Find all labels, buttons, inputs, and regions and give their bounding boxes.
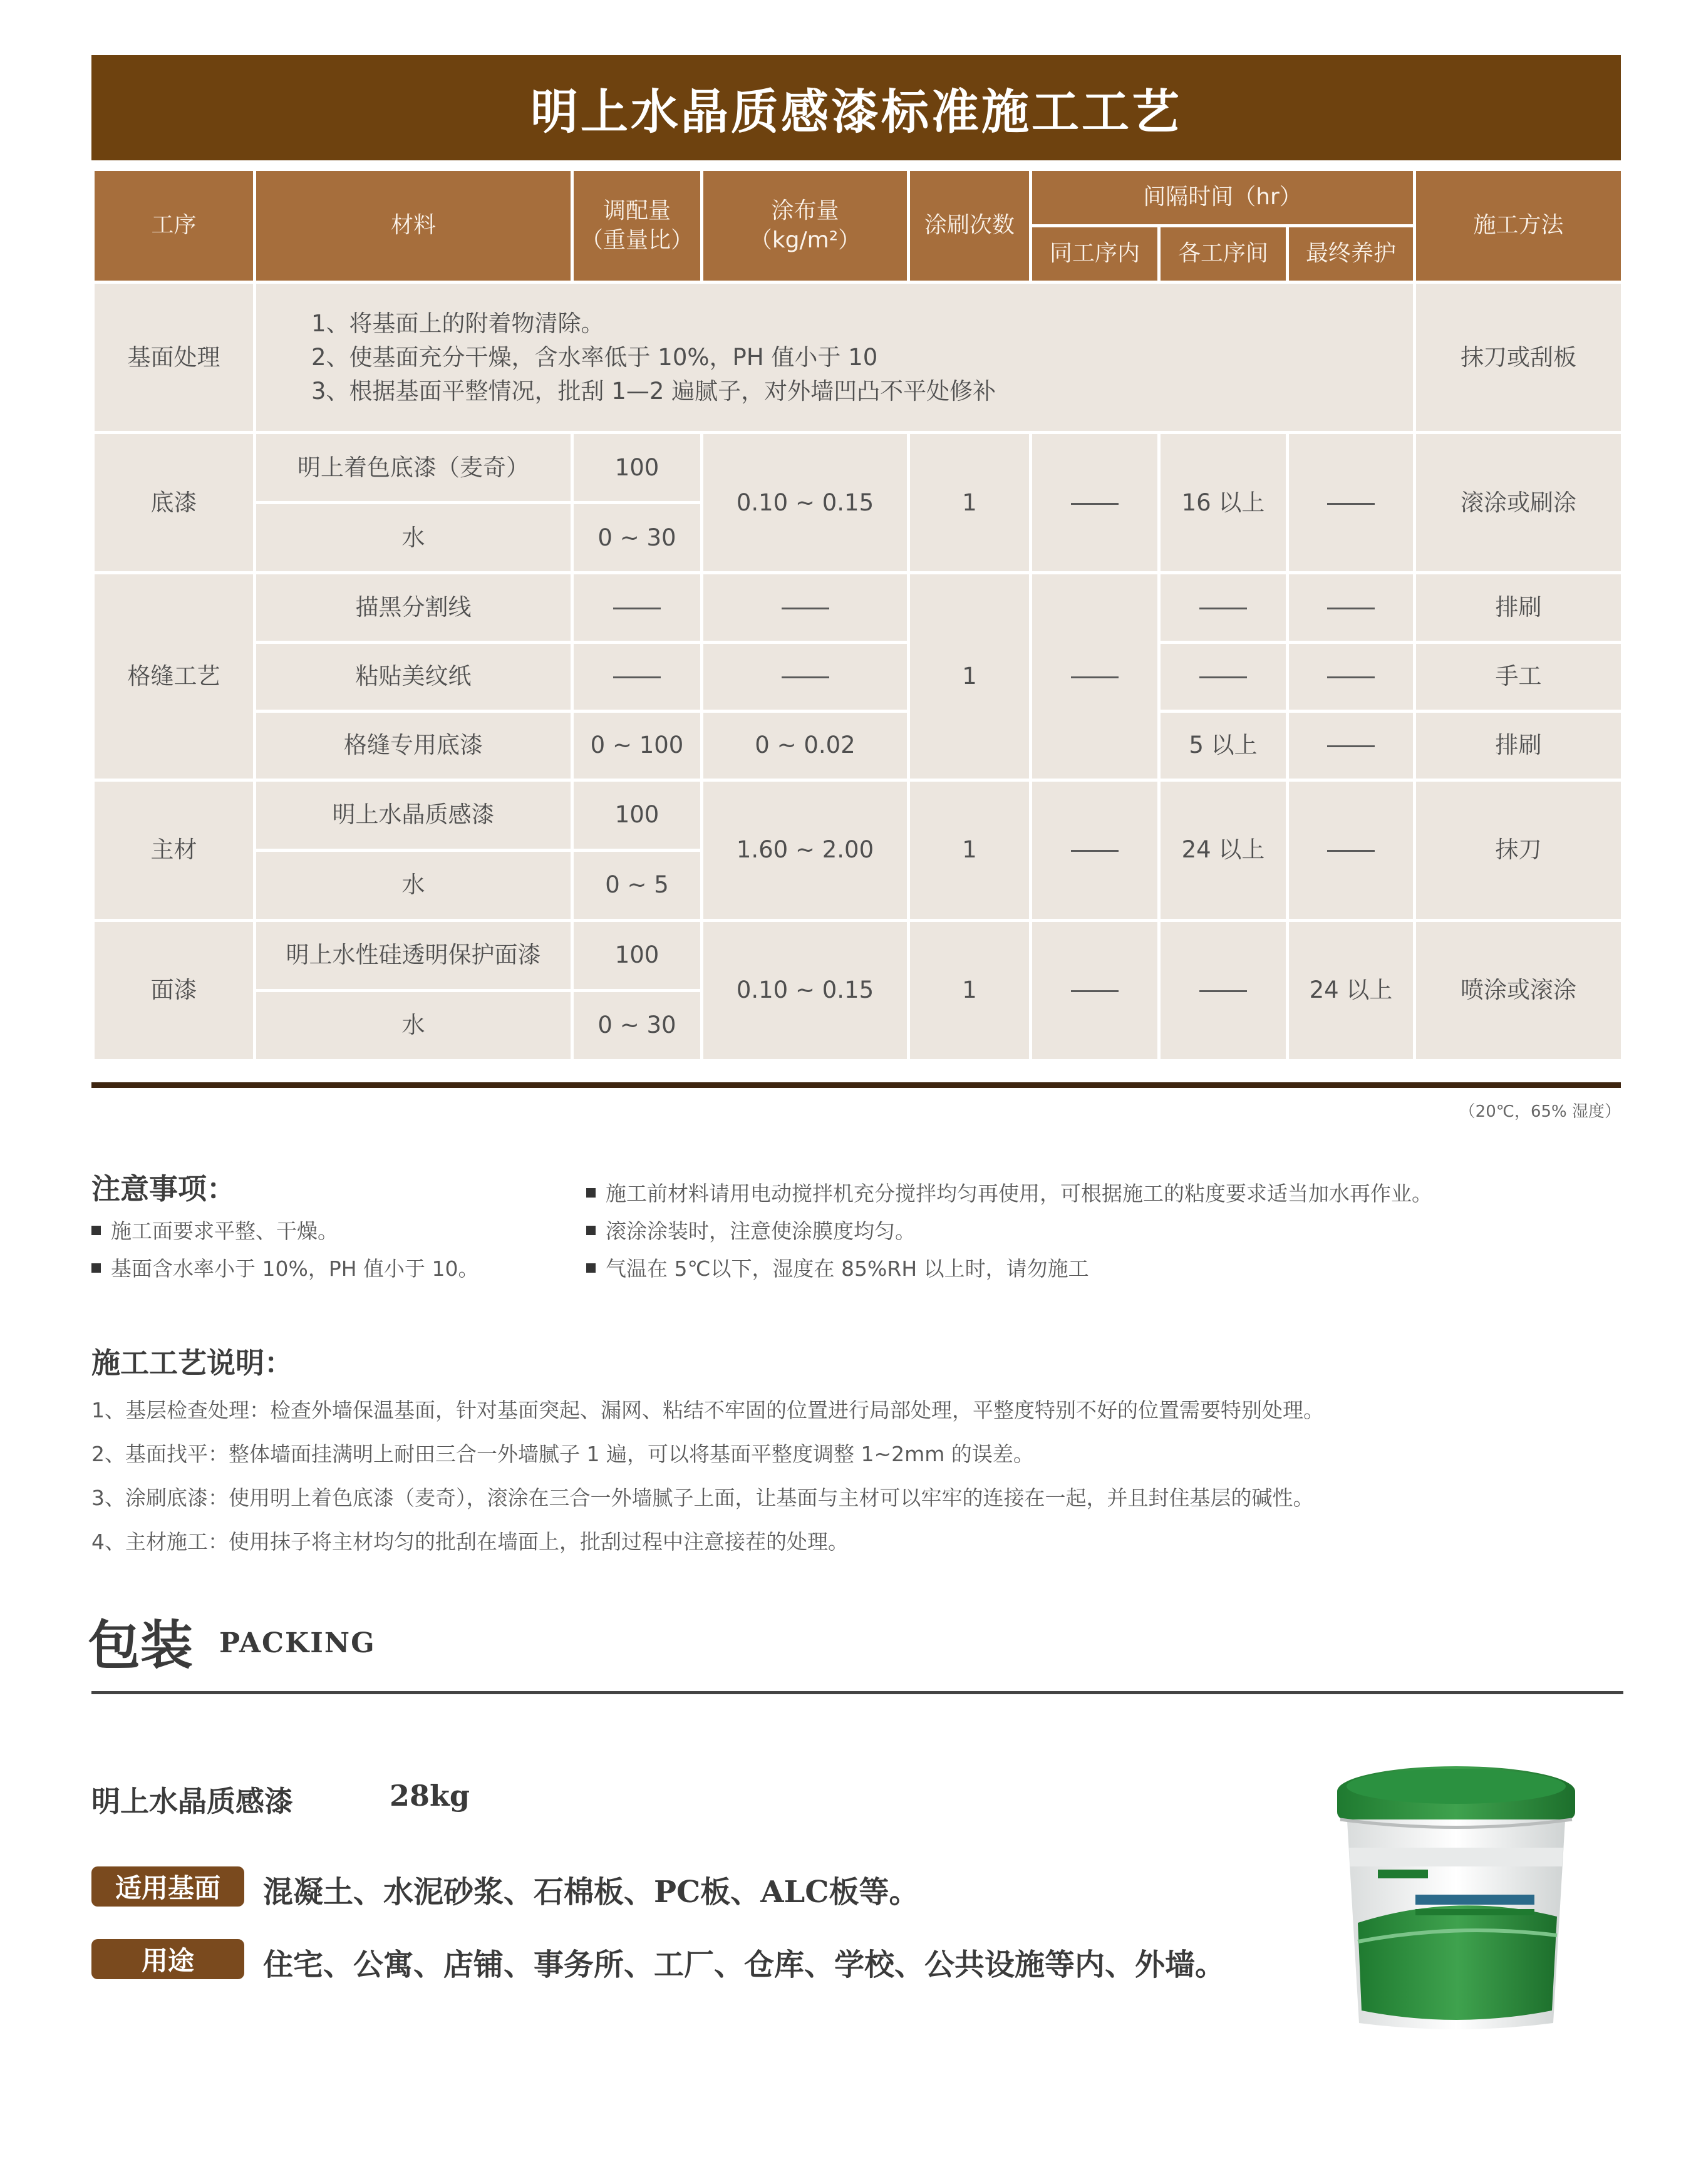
process-item: 1、基层检查处理：检查外墙保温基面，针对基面突起、漏网、粘结不牢固的位置进行局部处理，平整度特别不好的位置需要特别处理。 xyxy=(91,1398,1324,1422)
process-item: 4、主材施工：使用抹子将主材均匀的批刮在墙面上，批刮过程中注意接茬的处理。 xyxy=(91,1529,849,1554)
process-topcoat: 面漆 xyxy=(93,920,255,1060)
process-substrate: 基面处理 xyxy=(93,282,255,433)
coverage-seam-line xyxy=(702,573,909,642)
ratio-main-water: 0 ~ 5 xyxy=(572,850,702,920)
interval-between-seam-primer: 5 以上 xyxy=(1159,711,1288,780)
header-interval-same: 同工序内 xyxy=(1031,226,1159,282)
coats-topcoat: 1 xyxy=(909,920,1031,1060)
use-tag: 用途 xyxy=(91,1939,244,1979)
interval-same-seam xyxy=(1031,573,1159,780)
interval-between-topcoat xyxy=(1159,920,1288,1060)
material-seam-tape: 粘贴美纹纸 xyxy=(255,642,572,711)
packing-subtitle: PACKING xyxy=(219,1627,376,1659)
table-row xyxy=(93,433,1623,503)
substrate-steps: 1、将基面上的附着物清除。 2、使基面充分干燥，含水率低于 10%，PH 值小于 10 3、根据基面平整情况，批刮 1—2 遍腻子，对外墙凹凸不平处修补 xyxy=(255,282,1415,433)
bullet-square-icon xyxy=(91,1263,101,1273)
ratio-primer: 100 xyxy=(572,433,702,503)
interval-final-seam-line xyxy=(1288,573,1415,642)
ratio-seam-line xyxy=(572,573,702,642)
bullet-square-icon xyxy=(586,1188,596,1198)
interval-final-seam-tape xyxy=(1288,642,1415,711)
interval-between-main: 24 以上 xyxy=(1159,780,1288,920)
notes-title: 注意事项： xyxy=(91,1172,235,1206)
interval-same-topcoat xyxy=(1031,920,1159,1060)
material-topcoat-water: 水 xyxy=(255,990,572,1060)
ratio-water: 0 ~ 30 xyxy=(572,503,702,573)
packing-title: 包装 xyxy=(88,1614,194,1676)
coverage-primer: 0.10 ~ 0.15 xyxy=(702,433,909,573)
bullet-square-icon xyxy=(586,1226,596,1235)
note-item: 施工前材料请用电动搅拌机充分搅拌均匀再使用，可根据施工的粘度要求适当加水再作业。 xyxy=(586,1177,1432,1207)
material-seam-line: 描黑分割线 xyxy=(255,573,572,642)
use-text: 住宅、公寓、店铺、事务所、工厂、仓库、学校、公共设施等内、外墙。 xyxy=(263,1947,1226,1982)
environment-note: （20℃，65% 湿度） xyxy=(1459,1102,1621,1121)
note-item: 基面含水率小于 10%，PH 值小于 10。 xyxy=(91,1253,479,1282)
interval-same-primer xyxy=(1031,433,1159,573)
table-row xyxy=(93,282,1623,433)
material-seam-primer: 格缝专用底漆 xyxy=(255,711,572,780)
header-interval-final: 最终养护 xyxy=(1288,226,1415,282)
material-primer: 明上着色底漆（麦奇） xyxy=(255,433,572,503)
packing-rule xyxy=(91,1691,1623,1694)
table-row xyxy=(93,920,1623,990)
method-primer: 滚涂或刷涂 xyxy=(1415,433,1623,573)
construction-spec-table xyxy=(91,168,1624,1062)
method-seam-tape: 手工 xyxy=(1415,642,1623,711)
ratio-seam-primer: 0 ~ 100 xyxy=(572,711,702,780)
method-seam-primer: 排刷 xyxy=(1415,711,1623,780)
interval-between-seam-line xyxy=(1159,573,1288,642)
header-coats: 涂刷次数 xyxy=(909,170,1031,282)
process-title: 施工工艺说明： xyxy=(91,1346,293,1380)
header-interval-between: 各工序间 xyxy=(1159,226,1288,282)
interval-between-primer: 16 以上 xyxy=(1159,433,1288,573)
method-seam-line: 排刷 xyxy=(1415,573,1623,642)
table-row xyxy=(93,642,1623,711)
coverage-topcoat: 0.10 ~ 0.15 xyxy=(702,920,909,1060)
interval-between-seam-tape xyxy=(1159,642,1288,711)
table-bottom-rule xyxy=(91,1082,1621,1088)
process-main: 主材 xyxy=(93,780,255,920)
substrate-text: 混凝土、水泥砂浆、石棉板、PC板、ALC板等。 xyxy=(263,1875,919,1910)
bullet-square-icon xyxy=(586,1263,596,1273)
bullet-square-icon xyxy=(91,1226,101,1235)
interval-final-primer xyxy=(1288,433,1415,573)
interval-final-main xyxy=(1288,780,1415,920)
ratio-topcoat-water: 0 ~ 30 xyxy=(572,990,702,1060)
ratio-seam-tape xyxy=(572,642,702,711)
header-process: 工序 xyxy=(93,170,255,282)
method-main: 抹刀 xyxy=(1415,780,1623,920)
note-item: 施工面要求平整、干燥。 xyxy=(91,1215,338,1245)
header-interval: 间隔时间（hr） xyxy=(1031,170,1415,226)
material-main: 明上水晶质感漆 xyxy=(255,780,572,850)
interval-same-main xyxy=(1031,780,1159,920)
process-item: 2、基面找平：整体墙面挂满明上耐田三合一外墙腻子 1 遍，可以将基面平整度调整 1~2mm 的误差。 xyxy=(91,1442,1034,1466)
process-primer: 底漆 xyxy=(93,433,255,573)
coverage-seam-primer: 0 ~ 0.02 xyxy=(702,711,909,780)
coverage-seam-tape xyxy=(702,642,909,711)
page-title: 明上水晶质感漆标准施工工艺 xyxy=(91,55,1621,160)
table-row xyxy=(93,780,1623,850)
header-ratio: 调配量 （重量比） xyxy=(572,170,702,282)
method-substrate: 抹刀或刮板 xyxy=(1415,282,1623,433)
substrate-tag: 适用基面 xyxy=(91,1866,244,1907)
coverage-main: 1.60 ~ 2.00 xyxy=(702,780,909,920)
ratio-main: 100 xyxy=(572,780,702,850)
header-method: 施工方法 xyxy=(1415,170,1623,282)
product-name: 明上水晶质感漆 xyxy=(91,1784,293,1818)
method-topcoat: 喷涂或滚涂 xyxy=(1415,920,1623,1060)
product-weight: 28kg xyxy=(390,1779,470,1813)
coats-primer: 1 xyxy=(909,433,1031,573)
ratio-topcoat: 100 xyxy=(572,920,702,990)
material-water: 水 xyxy=(255,503,572,573)
process-seam: 格缝工艺 xyxy=(93,573,255,780)
note-item: 气温在 5℃以下，湿度在 85%RH 以上时，请勿施工 xyxy=(586,1253,1089,1282)
table-row xyxy=(93,711,1623,780)
paint-bucket-image xyxy=(1321,1735,1591,2036)
header-coverage: 涂布量 （kg/m²） xyxy=(702,170,909,282)
interval-final-seam-primer xyxy=(1288,711,1415,780)
material-topcoat: 明上水性硅透明保护面漆 xyxy=(255,920,572,990)
note-item: 滚涂涂装时，注意使涂膜度均匀。 xyxy=(586,1215,916,1245)
coats-seam: 1 xyxy=(909,573,1031,780)
process-item: 3、涂刷底漆：使用明上着色底漆（麦奇），滚涂在三合一外墙腻子上面，让基面与主材可以牢牢的连接在一起，并且封住基层的碱性。 xyxy=(91,1486,1314,1510)
header-material: 材料 xyxy=(255,170,572,282)
material-main-water: 水 xyxy=(255,850,572,920)
coats-main: 1 xyxy=(909,780,1031,920)
interval-final-topcoat: 24 以上 xyxy=(1288,920,1415,1060)
table-row xyxy=(93,573,1623,642)
